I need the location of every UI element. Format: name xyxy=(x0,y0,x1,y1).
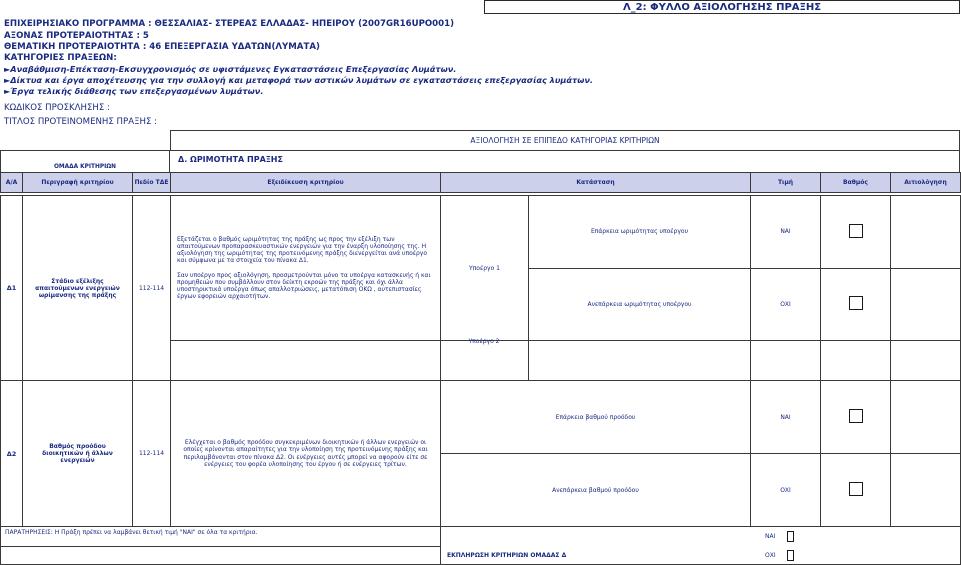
footer-yes-label: ΝΑΙ xyxy=(765,533,776,540)
category-item: ►Έργα τελικής διάθεσης των επεξεργασμένων λυμάτων. xyxy=(4,86,264,96)
footer-no-label: ΟΧΙ xyxy=(765,551,776,559)
specification-paragraph: Εξετάζεται ο βαθμός ωριμότητας της πράξης ως προς την εξέλιξη των απαιτούμενων προπαρασκευαστικών ενεργειών για την έναρξη υλοποίησης της. Η αξιολόγηση της ωριμότητας της προτεινόμενης πράξης διενεργείται ανά υποέργο και σύμφωνα με τα στοιχεία του πίνακα Δ1. xyxy=(177,235,428,265)
row-specification-empty xyxy=(171,341,441,381)
evaluation-banner: ΑΞΙΟΛΟΓΗΣΗ ΣΕ ΕΠΙΠΕΔΟ ΚΑΤΗΓΟΡΙΑΣ ΚΡΙΤΗΡΙΩΝ xyxy=(170,130,960,150)
row-description: Στάδιο εξέλιξης απαιτούμενων ενεργειών ωρίμανσης της πράξης xyxy=(23,196,133,381)
score-cell[interactable] xyxy=(821,268,891,341)
state-insufficient: Ανεπάρκεια ωριμότητας υποέργου xyxy=(587,300,692,308)
col-description: Περιγραφή κριτηρίου xyxy=(23,173,133,193)
group-fulfillment-label: ΕΚΠΛΗΡΩΣΗ ΚΡΙΤΗΡΙΩΝ ΟΜΑΔΑΣ Δ xyxy=(447,551,567,559)
score-cell[interactable] xyxy=(821,454,891,527)
row-specification: Ελέγχεται ο βαθμός προόδου συγκεκριμένων διοικητικών ή άλλων ενεργειών οι οποίες κρίνονται απαραίτητες για την υλοποίηση της προτεινόμενης πράξης και περιλαμβάνονται στον πίνακα Δ2. Οι ενέργειες αυτές μπορεί να αφορούν είτε σε ενέργειες του φορέα υλοποίησης του έργου ή σε ενέργειες τρίτων. xyxy=(171,381,441,527)
state-sufficient: Επάρκεια βαθμού προόδου xyxy=(441,381,751,454)
subproject-state-cell xyxy=(441,196,751,341)
footer-row xyxy=(1,527,961,547)
justification-cell[interactable] xyxy=(891,381,961,454)
justification-cell[interactable] xyxy=(891,341,961,381)
col-score: Βαθμός xyxy=(821,173,891,193)
category-item: ►Δίκτυα και έργα αποχέτευσης για την συλλογή και μεταφορά των αστικών λυμάτων σε εγκαταστάσεις επεξεργασίας λυμάτων. xyxy=(4,75,594,85)
footer-row xyxy=(1,546,961,565)
footer-right-bottom xyxy=(441,546,961,565)
justification-cell[interactable] xyxy=(891,196,961,269)
score-cell[interactable] xyxy=(821,196,891,269)
value-yes: ΝΑΙ xyxy=(751,381,821,454)
value-no: ΟΧΙ xyxy=(751,268,821,341)
score-checkbox[interactable] xyxy=(849,409,863,423)
justification-cell[interactable] xyxy=(891,268,961,341)
score-checkbox[interactable] xyxy=(849,296,863,310)
col-specification: Εξειδίκευση κριτηρίου xyxy=(171,173,441,193)
table-row xyxy=(1,196,961,269)
table-row xyxy=(1,381,961,454)
row-field: 112-114 xyxy=(133,196,171,381)
footer-yes-checkbox[interactable] xyxy=(787,531,794,542)
col-value: Τιμή xyxy=(751,173,821,193)
footer-right-top xyxy=(441,527,961,547)
thematic-priority-line: ΘΕΜΑΤΙΚΗ ΠΡΟΤΕΡΑΙΟΤΗΤΑ : 46 ΕΠΕΞΕΡΓΑΣΙΑ ΥΔΑΤΩΝ(ΛΥΜΑΤΑ) xyxy=(4,42,320,52)
justification-cell[interactable] xyxy=(891,454,961,527)
row-id: Δ1 xyxy=(1,196,23,381)
col-field: Πεδίο ΤΔΕ xyxy=(133,173,171,193)
form-title: Λ_2: ΦΥΛΛΟ ΑΞΙΟΛΟΓΗΣΗΣ ΠΡΑΞΗΣ xyxy=(484,0,960,14)
column-header-row xyxy=(1,173,961,193)
score-checkbox[interactable] xyxy=(849,224,863,238)
col-justification: Αιτιολόγηση xyxy=(891,173,961,193)
priority-axis-line: ΑΞΟΝΑΣ ΠΡΟΤΕΡΑΙΟΤΗΤΑΣ : 5 xyxy=(4,31,149,41)
specification-paragraph: Σαν υποέργο προς αξιολόγηση, προσμετρούνται μόνο τα υποέργα κατασκευής ή και προμηθειών που συμβάλλουν στον δείκτη εκροών της πράξης και όχι άλλα υποστηρικτικά υποέργα όπως απαλλοτριώσεις, μετατόπιση ΟΚΩ , αυτεπιστασίες έργων εφορειών αρχαιοτήτων. xyxy=(177,271,431,301)
row-specification xyxy=(171,196,441,341)
score-cell[interactable] xyxy=(821,341,891,381)
score-checkbox[interactable] xyxy=(849,482,863,496)
criteria-table xyxy=(0,172,961,565)
row-description: Βαθμός προόδου διοικητικών ή άλλων ενεργειών xyxy=(23,381,133,527)
category-item: ►Αναβάθμιση-Επέκταση-Εκσυγχρονισμός σε υφιστάμενες Εγκαταστάσεις Επεξεργασίας Λυμάτων. xyxy=(4,64,457,74)
program-line: ΕΠΙΧΕΙΡΗΣΙΑΚΟ ΠΡΟΓΡΑΜΜΑ : ΘΕΣΣΑΛΙΑΣ- ΣΤΕΡΕΑΣ ΕΛΛΑΔΑΣ- ΗΠΕΙΡΟΥ (2007GR16UPO001) xyxy=(4,19,455,29)
criteria-group-label: ΟΜΑΔΑ ΚΡΙΤΗΡΙΩΝ xyxy=(0,150,170,172)
value-yes: ΝΑΙ xyxy=(751,196,821,269)
proposed-title-label: ΤΙΤΛΟΣ ΠΡΟΤΕΙΝΟΜΕΝΗΣ ΠΡΑΞΗΣ : xyxy=(4,117,158,127)
row-id: Δ2 xyxy=(1,381,23,527)
value-no: ΟΧΙ xyxy=(751,454,821,527)
score-cell[interactable] xyxy=(821,381,891,454)
subproject-label: Υποέργο 1 xyxy=(441,196,529,340)
subproject-2-label xyxy=(751,341,821,381)
categories-label: ΚΑΤΗΓΟΡΙΕΣ ΠΡΑΞΕΩΝ: xyxy=(4,53,117,63)
footer-no-checkbox[interactable] xyxy=(787,550,794,561)
col-aa: Α/Α xyxy=(1,173,23,193)
notes: ΠΑΡΑΤΗΡΗΣΕΙΣ: Η Πράξη πρέπει να λαμβάνει θετική τιμή "ΝΑΙ" σε όλα τα κριτήρια. xyxy=(1,527,441,547)
state-insufficient: Ανεπάρκεια βαθμού προόδου xyxy=(441,454,751,527)
col-state: Κατάσταση xyxy=(441,173,751,193)
row-field: 112-114 xyxy=(133,381,171,527)
criteria-group-value: Δ. ΩΡΙΜΟΤΗΤΑ ΠΡΑΞΗΣ xyxy=(170,150,960,172)
notes-continued xyxy=(1,546,441,565)
subproject-2-text: Υποέργο 2 xyxy=(468,338,500,345)
state-sufficient: Επάρκεια ωριμότητας υποέργου xyxy=(529,196,750,269)
call-code-label: ΚΩΔΙΚΟΣ ΠΡΟΣΚΛΗΣΗΣ : xyxy=(4,103,110,113)
